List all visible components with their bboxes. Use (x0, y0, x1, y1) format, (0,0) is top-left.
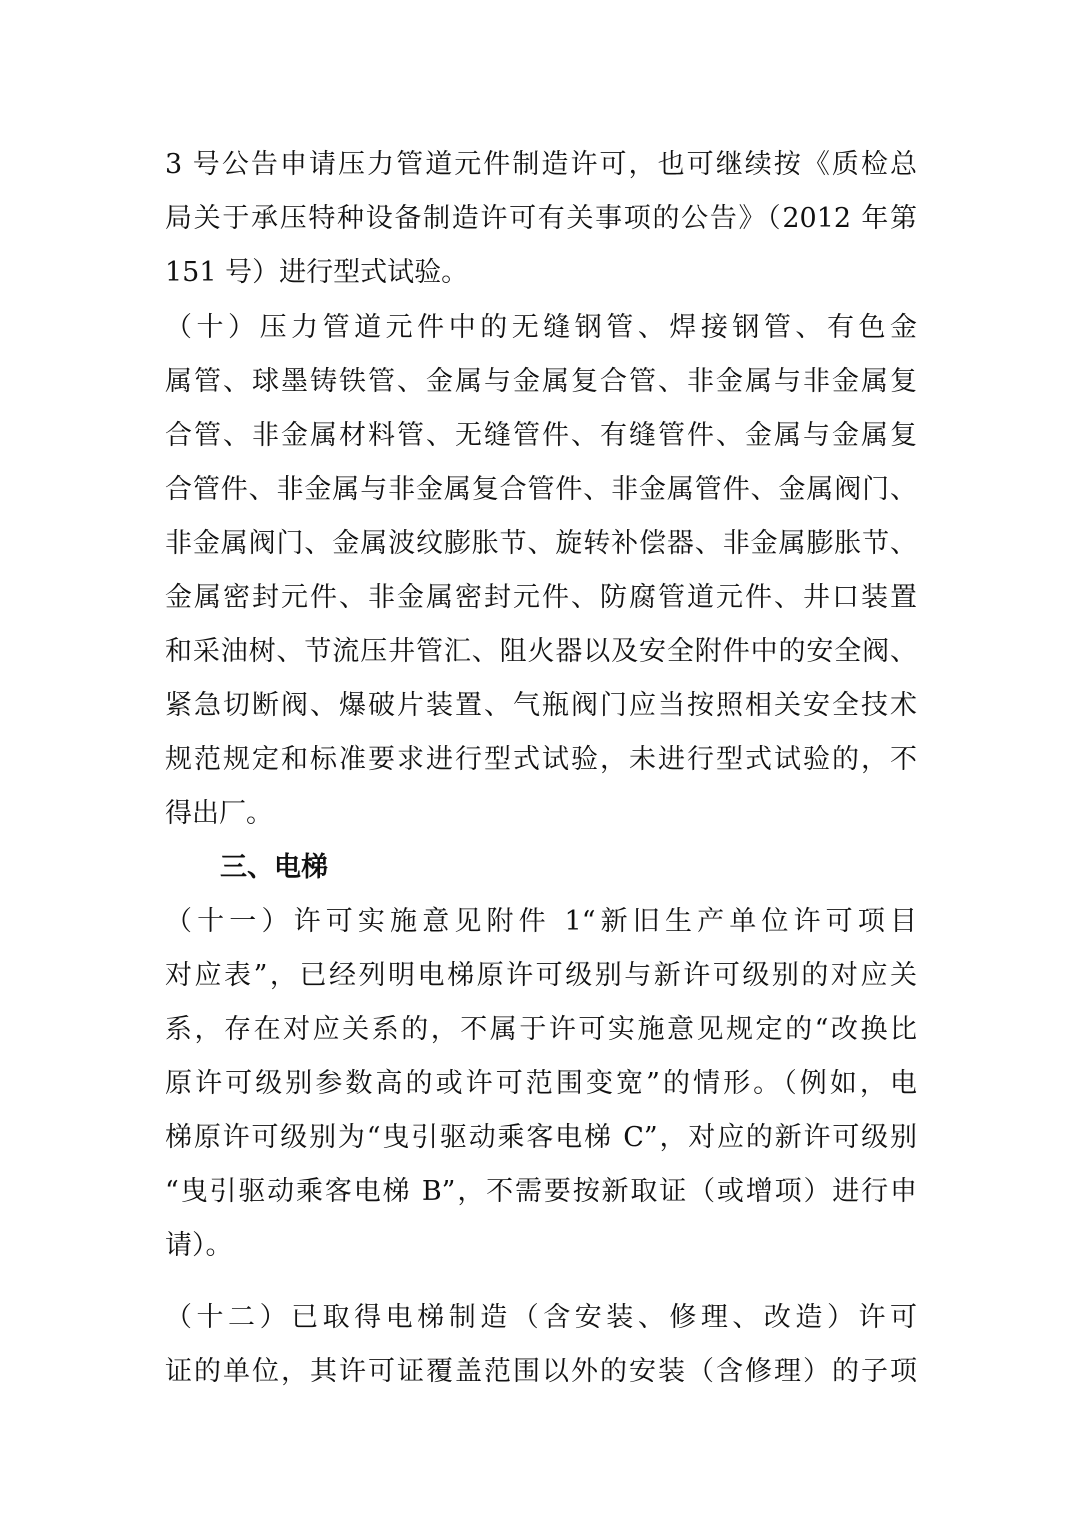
body-line: 属管、球墨铸铁管、金属与金属复合管、非金属与非金属复 (165, 366, 917, 397)
body-line: 和采油树、节流压井管汇、阻火器以及安全附件中的安全阀、 (165, 636, 917, 667)
body-line: （十二）已取得电梯制造（含安装、修理、改造）许可 (165, 1302, 917, 1333)
body-line: 原许可级别参数高的或许可范围变宽”的情形。（例如，电 (165, 1068, 917, 1099)
body-line: 梯原许可级别为“曳引驱动乘客电梯 C”，对应的新许可级别 (165, 1122, 917, 1153)
body-line: 系，存在对应关系的，不属于许可实施意见规定的“改换比 (165, 1014, 917, 1045)
body-line: 金属密封元件、非金属密封元件、防腐管道元件、井口装置 (165, 582, 917, 613)
body-line: 请）。 (165, 1230, 233, 1261)
body-line: 局关于承压特种设备制造许可有关事项的公告》（2012 年第 (165, 203, 917, 234)
section-heading: 三、电梯 (220, 852, 328, 883)
body-line: （十）压力管道元件中的无缝钢管、焊接钢管、有色金 (165, 312, 917, 343)
body-line: 非金属阀门、金属波纹膨胀节、旋转补偿器、非金属膨胀节、 (165, 528, 917, 559)
body-line: 规范规定和标准要求进行型式试验，未进行型式试验的，不 (165, 744, 917, 775)
body-line: 证的单位，其许可证覆盖范围以外的安装（含修理）的子项 (165, 1356, 917, 1387)
body-line: 3 号公告申请压力管道元件制造许可，也可继续按《质检总 (165, 149, 917, 180)
body-line: “曳引驱动乘客电梯 B”，不需要按新取证（或增项）进行申 (165, 1176, 917, 1207)
body-line: 对应表”，已经列明电梯原许可级别与新许可级别的对应关 (165, 960, 917, 991)
body-line: 合管件、非金属与非金属复合管件、非金属管件、金属阀门、 (165, 474, 917, 505)
body-line: （十一）许可实施意见附件 1“新旧生产单位许可项目 (165, 906, 917, 937)
body-line: 得出厂。 (165, 798, 273, 829)
body-line: 紧急切断阀、爆破片装置、气瓶阀门应当按照相关安全技术 (165, 690, 917, 721)
body-line: 151 号）进行型式试验。 (165, 257, 469, 288)
body-line: 合管、非金属材料管、无缝管件、有缝管件、金属与金属复 (165, 420, 917, 451)
